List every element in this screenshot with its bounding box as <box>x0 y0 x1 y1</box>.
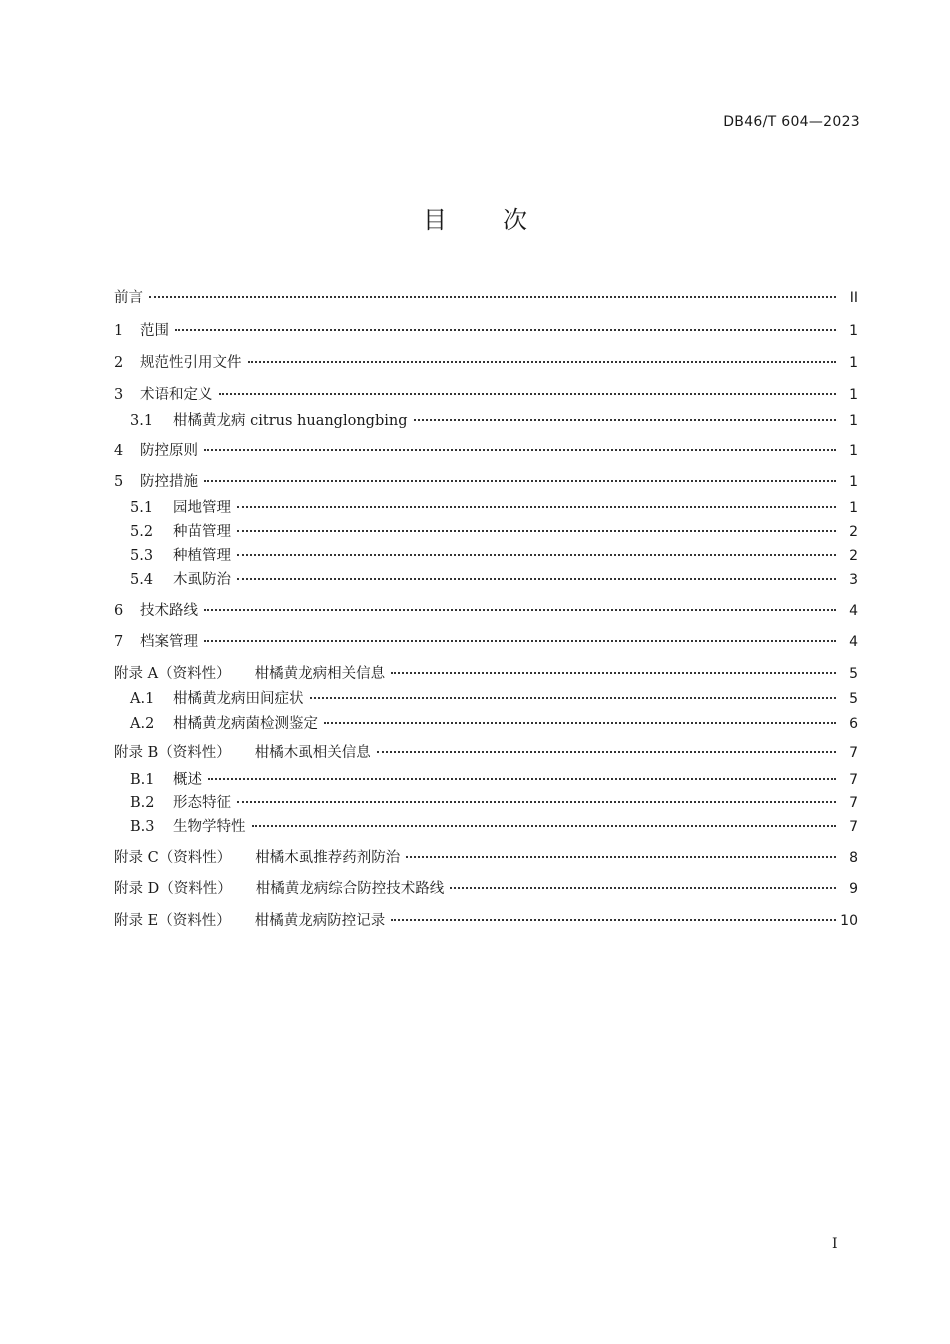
toc-entry-number: 附录 C（资料性） <box>114 850 232 866</box>
toc-entry-page: 1 <box>849 500 858 516</box>
toc-entry-label: 前言 <box>114 290 143 306</box>
toc-dot-leader <box>248 360 837 363</box>
toc-entry-number: 2 <box>114 355 124 371</box>
toc-entry[interactable] <box>114 770 858 790</box>
toc-dot-leader <box>391 671 836 674</box>
toc-entry-number: 5.2 <box>130 524 154 540</box>
toc-entry-label: 柑橘黄龙病防控记录 <box>254 913 386 929</box>
toc-entry[interactable] <box>114 664 858 684</box>
toc-entry-label: 防控原则 <box>140 443 198 459</box>
toc-entry-number: 6 <box>114 603 124 619</box>
toc-entry-label: 柑橘黄龙病综合防控技术路线 <box>255 881 445 897</box>
toc-entry-label: 柑橘黄龙病菌检测鉴定 <box>173 716 318 732</box>
toc-entry[interactable] <box>114 498 858 518</box>
toc-dot-leader <box>237 505 836 508</box>
toc-entry-page: 4 <box>849 634 858 650</box>
toc-entry[interactable] <box>114 385 858 405</box>
toc-entry-label: 柑橘黄龙病 citrus huanglongbing <box>173 413 408 429</box>
toc-entry[interactable] <box>114 441 858 461</box>
toc-entry-label: 柑橘黄龙病田间症状 <box>173 691 304 707</box>
toc-entry[interactable] <box>114 353 858 373</box>
standard-code: DB46/T 604—2023 <box>723 114 860 130</box>
toc-dot-leader <box>208 777 836 780</box>
toc-entry-page: 4 <box>849 603 858 619</box>
toc-dot-leader <box>414 418 837 421</box>
toc-entry-label: 范围 <box>140 323 169 339</box>
toc-entry-page: 7 <box>849 795 858 811</box>
toc-entry-number: 5.1 <box>130 500 154 516</box>
toc-dot-leader <box>237 577 836 580</box>
toc-entry-page: 1 <box>849 413 858 429</box>
toc-entry-label: 生物学特性 <box>173 819 246 835</box>
toc-dot-leader <box>175 328 836 331</box>
toc-dot-leader <box>237 529 836 532</box>
toc-dot-leader <box>310 696 837 699</box>
toc-dot-leader <box>237 553 836 556</box>
toc-entry-page: 1 <box>849 355 858 371</box>
toc-entry[interactable] <box>114 601 858 621</box>
toc-entry-label: 柑橘黄龙病相关信息 <box>254 666 386 682</box>
toc-dot-leader <box>204 608 836 611</box>
toc-entry-page: 7 <box>849 772 858 788</box>
toc-entry-label: 柑橘木虱相关信息 <box>254 745 371 761</box>
toc-entry-label: 规范性引用文件 <box>140 355 242 371</box>
toc-entry[interactable] <box>114 879 858 899</box>
toc-dot-leader <box>237 800 836 803</box>
toc-entry-page: 1 <box>849 474 858 490</box>
toc-entry-label: 园地管理 <box>173 500 231 516</box>
toc-dot-leader <box>204 479 836 482</box>
toc-entry[interactable] <box>114 689 858 709</box>
toc-entry[interactable] <box>114 743 858 763</box>
toc-entry-page: 5 <box>849 666 858 682</box>
toc-entry-number: 附录 B（资料性） <box>114 745 231 761</box>
toc-entry-number: 附录 D（资料性） <box>114 881 232 897</box>
toc-entry-number: 3.1 <box>130 413 154 429</box>
toc-entry-label: 形态特征 <box>173 795 231 811</box>
toc-entry[interactable] <box>114 817 858 837</box>
toc-entry-number: 3 <box>114 387 124 403</box>
footer-page-number: I <box>832 1236 838 1252</box>
toc-entry-page: 1 <box>849 443 858 459</box>
toc-entry-page: 2 <box>849 524 858 540</box>
toc-entry-label: 木虱防治 <box>173 572 231 588</box>
toc-entry-number: 附录 A（资料性） <box>114 666 231 682</box>
toc-entry-number: A.2 <box>130 716 155 732</box>
toc-entry-number: B.1 <box>130 772 155 788</box>
toc-dot-leader <box>252 824 837 827</box>
toc-entry-label: 种苗管理 <box>173 524 231 540</box>
toc-entry-number: 5.3 <box>130 548 154 564</box>
toc-entry[interactable] <box>114 570 858 590</box>
toc-entry-number: 4 <box>114 443 124 459</box>
toc-entry-number: 附录 E（资料性） <box>114 913 231 929</box>
toc-entry[interactable] <box>114 848 858 868</box>
toc-entry[interactable] <box>114 793 858 813</box>
toc-dot-leader <box>406 855 836 858</box>
toc-entry-page: 8 <box>849 850 858 866</box>
toc-entry-label: 技术路线 <box>140 603 198 619</box>
toc-entry-page: 9 <box>849 881 858 897</box>
toc-entry-label: 档案管理 <box>140 634 198 650</box>
toc-entry[interactable] <box>114 714 858 734</box>
toc-dot-leader <box>450 886 836 889</box>
toc-entry-number: B.3 <box>130 819 155 835</box>
toc-dot-leader <box>324 721 836 724</box>
toc-dot-leader <box>204 639 836 642</box>
toc-entry[interactable] <box>114 411 858 431</box>
toc-entry-page: 7 <box>849 819 858 835</box>
toc-entry[interactable] <box>114 911 858 931</box>
toc-entry[interactable] <box>114 472 858 492</box>
title-char-2: 次 <box>503 206 527 234</box>
toc-entry-label: 概述 <box>173 772 202 788</box>
title-char-1: 目 <box>423 206 447 234</box>
toc-entry-label: 术语和定义 <box>140 387 213 403</box>
toc-entry[interactable] <box>114 321 858 341</box>
toc-entry-number: 1 <box>114 323 124 339</box>
toc-entry-page: 1 <box>849 387 858 403</box>
toc-entry-label: 种植管理 <box>173 548 231 564</box>
toc-entry[interactable] <box>114 522 858 542</box>
toc-entry-page: II <box>849 290 858 306</box>
toc-dot-leader <box>219 392 837 395</box>
toc-entry-number: 7 <box>114 634 124 650</box>
toc-entry[interactable] <box>114 632 858 652</box>
toc-entry-page: 6 <box>849 716 858 732</box>
toc-dot-leader <box>391 918 836 921</box>
toc-entry[interactable] <box>114 288 858 308</box>
toc-entry-number: B.2 <box>130 795 155 811</box>
toc-dot-leader <box>204 448 836 451</box>
toc-dot-leader <box>149 295 836 298</box>
toc-entry-page: 3 <box>849 572 858 588</box>
toc-entry-label: 柑橘木虱推荐药剂防治 <box>255 850 401 866</box>
toc-entry-number: A.1 <box>130 691 155 707</box>
toc-entry-page: 5 <box>849 691 858 707</box>
toc-entry-page: 1 <box>849 323 858 339</box>
toc-dot-leader <box>377 750 836 753</box>
toc-entry-label: 防控措施 <box>140 474 198 490</box>
toc-entry-page: 2 <box>849 548 858 564</box>
toc-entry[interactable] <box>114 546 858 566</box>
toc-entry-number: 5 <box>114 474 124 490</box>
page-title <box>0 200 950 235</box>
toc-entry-page: 10 <box>840 913 858 929</box>
toc-entry-page: 7 <box>849 745 858 761</box>
toc-entry-number: 5.4 <box>130 572 154 588</box>
